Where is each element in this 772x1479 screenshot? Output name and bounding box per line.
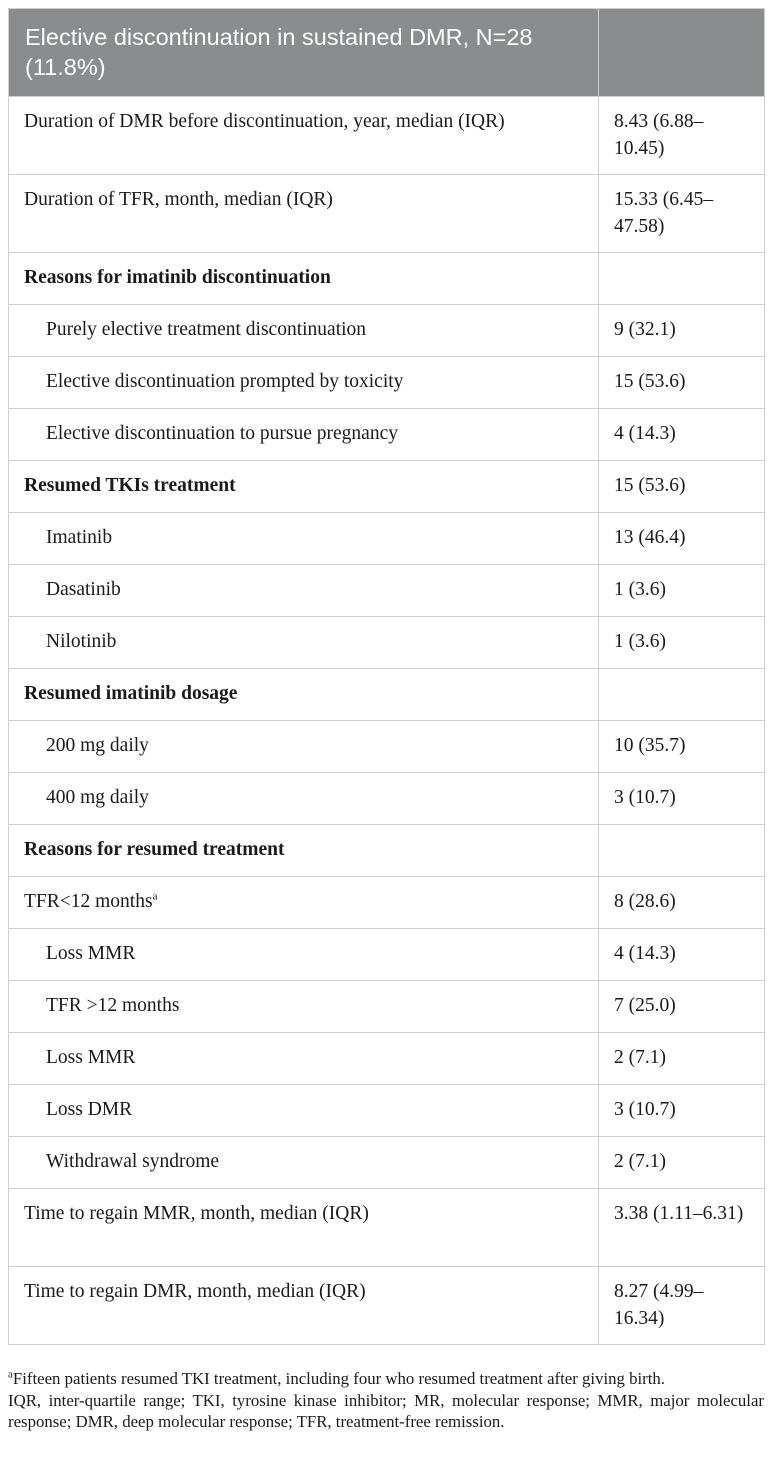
row-label bbox=[9, 409, 599, 461]
footnote-a bbox=[8, 1368, 764, 1390]
table-row bbox=[9, 175, 765, 253]
row-label-text: Nilotinib bbox=[46, 631, 117, 652]
table-footnotes bbox=[8, 1368, 764, 1433]
row-value: 2 (7.1) bbox=[599, 1137, 765, 1189]
row-label bbox=[9, 721, 599, 773]
table-row bbox=[9, 929, 765, 981]
table-header-title: Elective discontinuation in sustained DMR, N=28 (11.8%) bbox=[9, 9, 599, 97]
row-value bbox=[599, 825, 765, 877]
row-value: 1 (3.6) bbox=[599, 565, 765, 617]
row-value: 1 (3.6) bbox=[599, 617, 765, 669]
results-table bbox=[8, 8, 765, 1345]
footnote-marker: a bbox=[152, 890, 158, 903]
row-label-text: Loss MMR bbox=[46, 1047, 136, 1068]
table-row bbox=[9, 981, 765, 1033]
row-value bbox=[599, 253, 765, 305]
row-label-text: Resumed imatinib dosage bbox=[24, 683, 238, 704]
table-row bbox=[9, 877, 765, 929]
table-row bbox=[9, 1267, 765, 1345]
table-row bbox=[9, 617, 765, 669]
row-label bbox=[9, 773, 599, 825]
row-label bbox=[9, 97, 599, 175]
row-label-text: Elective discontinuation to pursue pregnancy bbox=[46, 423, 398, 444]
table-row bbox=[9, 669, 765, 721]
table-header-value bbox=[599, 9, 765, 97]
row-label bbox=[9, 565, 599, 617]
row-label-text: 200 mg daily bbox=[46, 735, 149, 756]
table-row bbox=[9, 1189, 765, 1267]
row-label-text: Duration of TFR, month, median (IQR) bbox=[24, 189, 333, 210]
row-value: 3 (10.7) bbox=[599, 1085, 765, 1137]
row-label bbox=[9, 1033, 599, 1085]
row-value: 2 (7.1) bbox=[599, 1033, 765, 1085]
row-value: 3 (10.7) bbox=[599, 773, 765, 825]
row-label bbox=[9, 877, 599, 929]
table-row bbox=[9, 253, 765, 305]
footnote-a-text: Fifteen patients resumed TKI treatment, including four who resumed treatment after giving birth. bbox=[12, 1369, 665, 1388]
row-label bbox=[9, 1189, 599, 1267]
row-value: 4 (14.3) bbox=[599, 929, 765, 981]
row-label-text: 400 mg daily bbox=[46, 787, 149, 808]
row-label bbox=[9, 175, 599, 253]
row-label-text: Purely elective treatment discontinuation bbox=[46, 319, 367, 340]
row-label-text: Reasons for imatinib discontinuation bbox=[24, 267, 331, 288]
row-label-text: Time to regain DMR, month, median (IQR) bbox=[24, 1281, 366, 1302]
footnote-abbreviations: IQR, inter-quartile range; TKI, tyrosine kinase inhibitor; MR, molecular response; MMR, major molecular response; DMR, deep molecular response; TFR, treatment-free remission. bbox=[8, 1390, 764, 1432]
row-value: 4 (14.3) bbox=[599, 409, 765, 461]
results-table-container bbox=[8, 8, 764, 1345]
row-label bbox=[9, 253, 599, 305]
row-label-text: Time to regain MMR, month, median (IQR) bbox=[24, 1203, 369, 1224]
row-value: 15 (53.6) bbox=[599, 357, 765, 409]
row-label-text: Resumed TKIs treatment bbox=[24, 475, 236, 496]
row-label bbox=[9, 1267, 599, 1345]
row-value: 10 (35.7) bbox=[599, 721, 765, 773]
row-label-text: TFR >12 months bbox=[46, 995, 180, 1016]
table-row bbox=[9, 565, 765, 617]
row-value: 8.43 (6.88–10.45) bbox=[599, 97, 765, 175]
table-row bbox=[9, 513, 765, 565]
table-header-row bbox=[9, 9, 765, 97]
row-label bbox=[9, 617, 599, 669]
row-label bbox=[9, 305, 599, 357]
row-value: 15.33 (6.45–47.58) bbox=[599, 175, 765, 253]
row-value: 7 (25.0) bbox=[599, 981, 765, 1033]
row-label-text: Elective discontinuation prompted by toxicity bbox=[46, 371, 404, 392]
row-value bbox=[599, 669, 765, 721]
table-row bbox=[9, 1085, 765, 1137]
row-label-text: Reasons for resumed treatment bbox=[24, 839, 285, 860]
table-row bbox=[9, 825, 765, 877]
table-row bbox=[9, 409, 765, 461]
row-label bbox=[9, 1137, 599, 1189]
row-label bbox=[9, 669, 599, 721]
row-label-text: Withdrawal syndrome bbox=[46, 1151, 220, 1172]
row-value: 8.27 (4.99–16.34) bbox=[599, 1267, 765, 1345]
row-value: 13 (46.4) bbox=[599, 513, 765, 565]
table-row bbox=[9, 461, 765, 513]
row-label bbox=[9, 1085, 599, 1137]
table-row bbox=[9, 1033, 765, 1085]
table-row bbox=[9, 305, 765, 357]
row-label-text: Loss MMR bbox=[46, 943, 136, 964]
row-label bbox=[9, 461, 599, 513]
table-row bbox=[9, 721, 765, 773]
footnote-a-mark: a bbox=[8, 1368, 13, 1381]
row-label-text: Duration of DMR before discontinuation, year, median (IQR) bbox=[24, 111, 505, 132]
table-body bbox=[9, 97, 765, 1345]
row-label-text: TFR<12 months bbox=[24, 891, 153, 912]
table-row bbox=[9, 1137, 765, 1189]
row-value: 9 (32.1) bbox=[599, 305, 765, 357]
row-value: 3.38 (1.11–6.31) bbox=[599, 1189, 765, 1267]
row-label-text: Imatinib bbox=[46, 527, 113, 548]
row-label bbox=[9, 357, 599, 409]
row-label-text: Loss DMR bbox=[46, 1099, 133, 1120]
table-row bbox=[9, 97, 765, 175]
table-row bbox=[9, 357, 765, 409]
row-value: 15 (53.6) bbox=[599, 461, 765, 513]
row-label-text: Dasatinib bbox=[46, 579, 121, 600]
table-row bbox=[9, 773, 765, 825]
row-label bbox=[9, 981, 599, 1033]
row-label bbox=[9, 825, 599, 877]
row-label bbox=[9, 513, 599, 565]
row-label bbox=[9, 929, 599, 981]
row-value: 8 (28.6) bbox=[599, 877, 765, 929]
